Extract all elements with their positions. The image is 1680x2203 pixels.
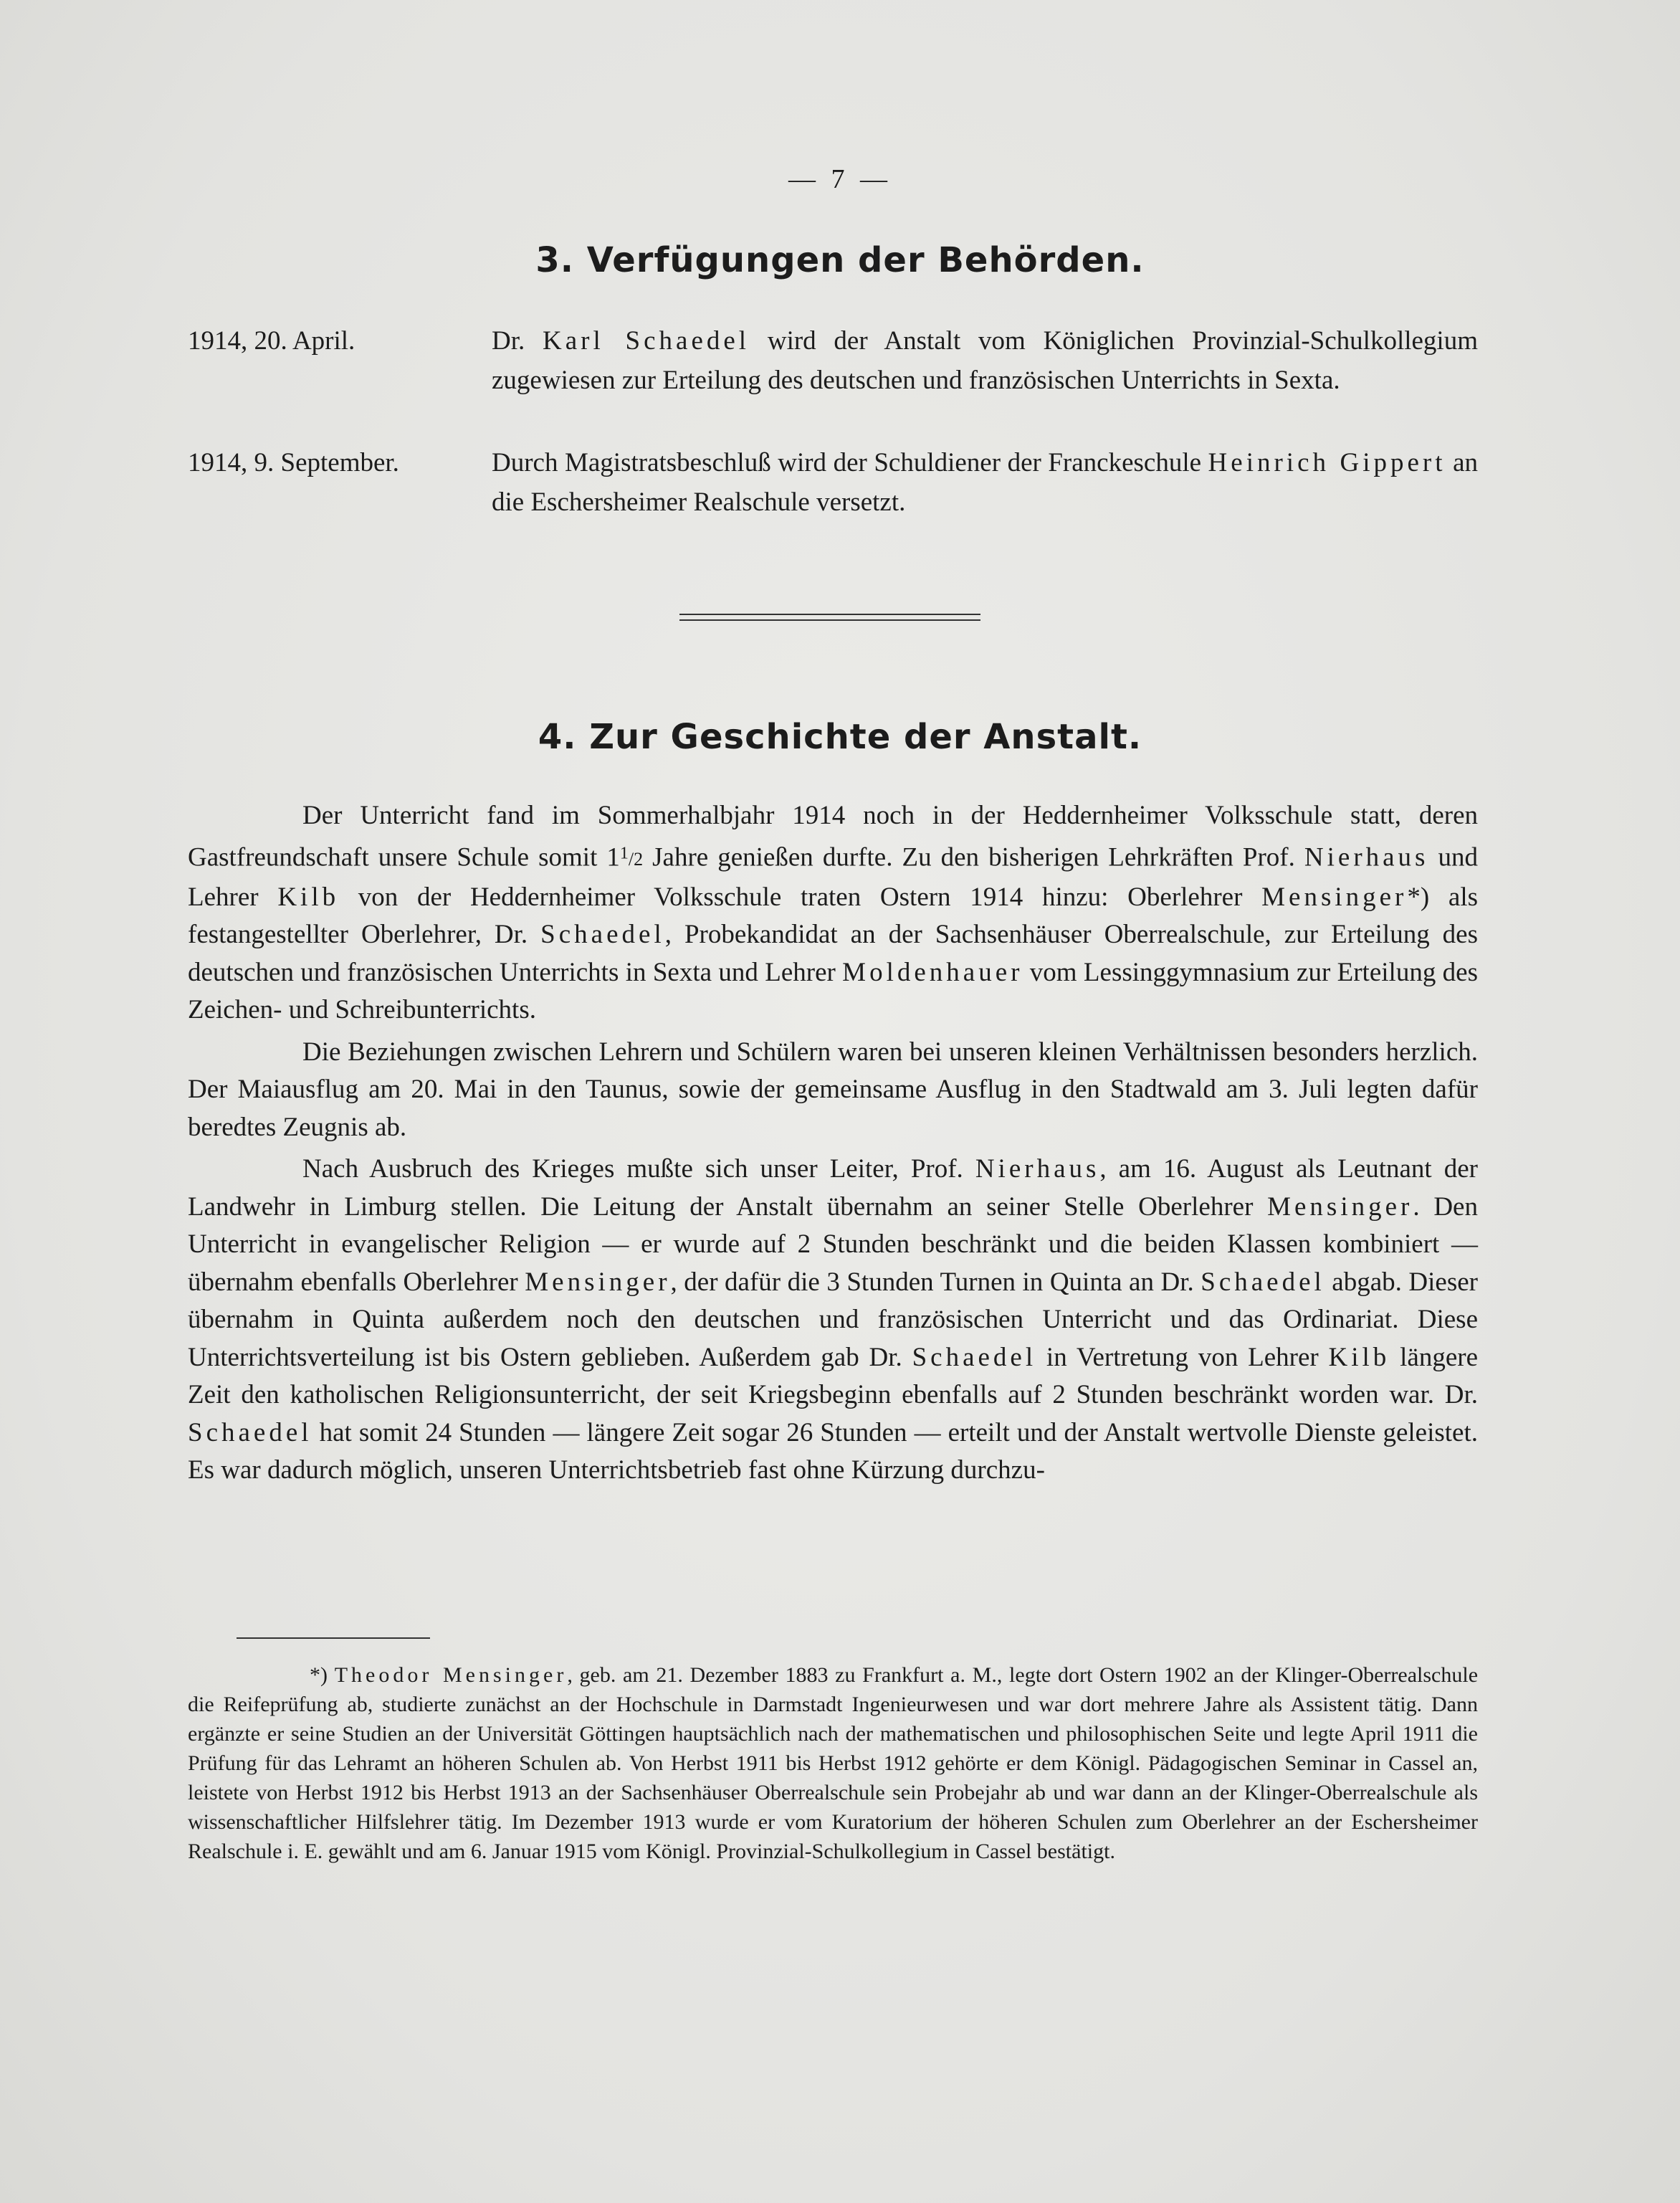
- text-run: abgab. Dieser übernahm in Quinta außerdem noch den deutschen und französischen Unterricht und das Ordinariat. Diese Unterrichtsverteilung ist bis Ostern geblieben. Außerdem gab Dr.: [188, 1267, 1478, 1372]
- text-run: von der Heddernheimer Volksschule traten Ostern 1914 hinzu: Oberlehrer: [339, 882, 1262, 912]
- person-name: Mensinger: [1261, 882, 1408, 912]
- decree-entry: [188, 443, 1478, 522]
- decree-text: [492, 321, 1478, 400]
- person-name: Schaedel: [912, 1342, 1037, 1372]
- decree-entry: [188, 321, 1478, 400]
- paragraph: [188, 797, 1478, 1029]
- person-name: Schaedel: [1201, 1267, 1325, 1297]
- text-run: Jahre genießen durfte. Zu den bisherigen Lehrkräften Prof.: [643, 842, 1304, 872]
- text-run: Durch Magistratsbeschluß wird der Schuldiener der Franckeschule: [492, 448, 1208, 477]
- text-run: *) als festangestellter Oberlehrer, Dr.: [188, 882, 1479, 950]
- fraction: [619, 844, 644, 870]
- text-run: , am 16. August als Leutnant der Landwehr in Limburg stellen. Die Leitung der Anstalt übernahm an seiner Stelle Oberlehrer: [188, 1154, 1478, 1222]
- decree-date: 1914, 20. April.: [188, 326, 355, 356]
- section-3-heading: 3. Verfügungen der Behörden.: [535, 240, 1145, 280]
- person-name: Schaedel: [540, 920, 665, 950]
- person-name: Theodor Mensinger: [334, 1663, 568, 1687]
- page-number: — 7 —: [788, 164, 892, 194]
- person-name: Kilb: [1328, 1342, 1390, 1372]
- fraction-numerator: 1: [619, 844, 629, 863]
- text-run: längere Zeit den katholischen Religionsunterricht, der seit Kriegsbeginn ebenfalls auf 2 Stunden beschränkt worden war. Dr.: [188, 1342, 1478, 1410]
- text-run: und Lehrer: [188, 842, 1479, 912]
- text-run: Der Unterricht fand im Sommerhalbjahr 1914 noch in der Heddernheimer Volksschule statt, deren Gastfreundschaft unsere Schule somit: [188, 801, 1478, 872]
- footnote: [188, 1660, 1478, 1866]
- text-run: wird der Anstalt vom Königlichen Provinzial-Schulkollegium zugewiesen zur Erteilung des deutschen und französischen Unterrichts in Sexta.: [492, 326, 1478, 395]
- history-text: [188, 797, 1478, 1494]
- fraction-whole: 1: [606, 842, 620, 872]
- person-name: Kilb: [277, 882, 340, 912]
- text-run: . Den Unterricht in evangelischer Religion — er wurde auf 2 Stunden beschränkt und die beiden Klassen kombiniert — übernahm ebenfalls Oberlehrer: [188, 1191, 1478, 1297]
- text-run: , der dafür die 3 Stunden Turnen in Quinta an Dr.: [670, 1267, 1201, 1297]
- section-4-heading: 4. Zur Geschichte der Anstalt.: [538, 717, 1142, 757]
- decree-date: 1914, 9. September.: [188, 448, 399, 477]
- footnote-marker: *): [310, 1663, 335, 1687]
- text-run: Nach Ausbruch des Krieges mußte sich unser Leiter, Prof.: [302, 1154, 975, 1184]
- footnote-rule: [237, 1637, 430, 1639]
- text-run: hat somit 24 Stunden — längere Zeit sogar 26 Stunden — erteilt und der Anstalt wertvolle Dienste geleistet. Es war dadurch möglich, unseren Unterrichtsbetrieb fast ohne Kürzung durchzu-: [188, 1417, 1478, 1485]
- person-name: Nierhaus: [1304, 842, 1429, 872]
- person-name: Mensinger: [1267, 1191, 1413, 1222]
- fraction-denominator: /2: [628, 849, 644, 870]
- text-run: Dr.: [492, 326, 543, 356]
- text-run: , Probekandidat an der Sachsenhäuser Oberrealschule, zur Erteilung des deutschen und französischen Unterrichts in Sexta und Lehrer: [188, 920, 1478, 987]
- footnote-text: [188, 1660, 1478, 1866]
- text-run: an die Eschersheimer Realschule versetzt.: [492, 448, 1478, 517]
- person-name: Schaedel: [188, 1417, 312, 1447]
- text-run: vom Lessinggymnasium zur Erteilung des Zeichen- und Schreibunterrichts.: [188, 957, 1478, 1025]
- person-name: Karl Schaedel: [543, 326, 750, 356]
- text-run: , geb. am 21. Dezember 1883 zu Frankfurt a. M., legte dort Ostern 1902 an der Klinger-Oberrealschule die Reifeprüfung ab, studierte zunächst an der Hochschule in Darmstadt Ingenieurwesen und war dort mehrere Jahre als Assistent tätig. Dann ergänzte er seine Studien an der Universität Göttingen hauptsächlich nach der mathematischen und philosophischen Seite und legte April 1911 die Prüfung für das Lehramt an höheren Schulen ab. Von Herbst 1911 bis Herbst 1912 gehörte er dem Königl. Pädagogischen Seminar in Cassel an, leistete von Herbst 1912 bis Herbst 1913 an der Sachsenhäuser Oberrealschule sein Probejahr ab und war dann an der Klinger-Oberrealschule als wissenschaftlicher Hilfslehrer tätig. Im Dezember 1913 wurde er vom Kuratorium der höheren Schulen zum Oberlehrer an der Eschersheimer Realschule i. E. gewählt und am 6. Januar 1915 vom Königl. Provinzial-Schulkollegium in Cassel bestätigt.: [188, 1663, 1479, 1863]
- decree-text: [492, 443, 1478, 522]
- text-run: in Vertretung von Lehrer: [1036, 1342, 1329, 1372]
- person-name: Moldenhauer: [842, 957, 1023, 987]
- person-name: Nierhaus: [975, 1154, 1100, 1184]
- person-name: Heinrich Gippert: [1208, 448, 1446, 477]
- paragraph: [188, 1151, 1478, 1490]
- person-name: Mensinger: [525, 1267, 671, 1297]
- section-divider: [679, 614, 980, 621]
- paragraph: Die Beziehungen zwischen Lehrern und Schülern waren bei unseren kleinen Verhältnissen besonders herzlich. Der Maiausflug am 20. Mai in den Taunus, sowie der gemeinsame Ausflug in den Stadtwald am 3. Juli legten dafür beredtes Zeugnis ab.: [188, 1037, 1478, 1142]
